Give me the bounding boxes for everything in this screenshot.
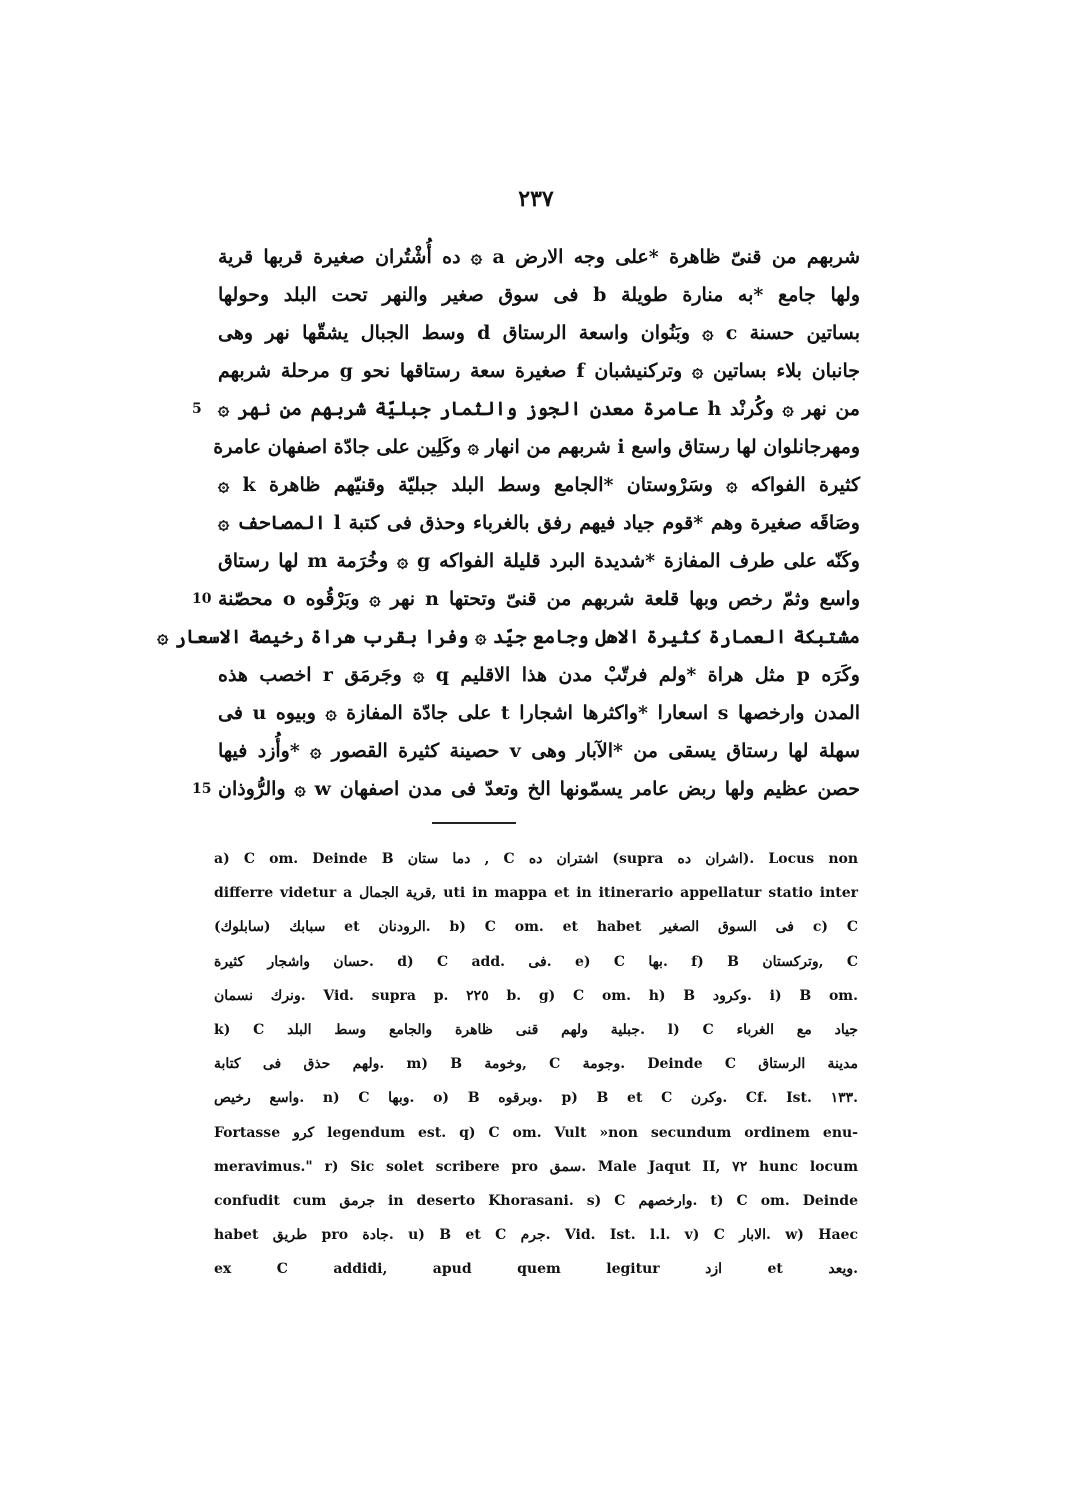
footnotes [214,842,858,1286]
text-line-content: وصَاقَه صغيرة وهم *قوم جياد فيهم رفق بالغرباء وحذق فى كتبة l المصاحف ۞ [218,512,860,534]
text-line [196,428,860,466]
text-line-content: جانبان بلاء بساتين ۞ وتركنيشبان f صغيرة سعة رستاقها نحو g مرحلة شربهم [218,360,860,382]
line-number: 15 [192,781,212,797]
line-number: 5 [192,401,202,417]
footnote-line: ونرك نسمان. Vid. supra p. ٢٢٥ b. g) C om. h) B وكرود. i) B om. [214,987,858,1004]
text-line [196,276,860,314]
footnote-line: حسان واشجار كثيرة. d) C add. فى. e) C بها. f) B وتركستان, C [214,953,859,970]
text-line-content: شربهم من قنىّ ظاهرة *على وجه الارض a ۞ ده أُشْتُران صغيرة قربها قرية [218,246,861,268]
text-line [196,542,860,580]
text-line-content: المدن وارخصها s اسعارا *واكثرها اشجارا t على جادّة المفازة ۞ وبيوه u فى [218,702,860,724]
text-line [196,656,860,694]
text-line-content: وكَرَه p مثل هراة *ولم فرتّبْ مدن هذا الاقليم q ۞ وجَرمَق r اخصب هذه [218,664,860,686]
text-line-content: ومهرجانلوان لها رستاق واسع i شربهم من انهار ۞ وكَلِين على جادّة اصفهان عامرة [213,436,860,458]
text-line [157,618,860,656]
text-line [192,770,861,808]
text-line [192,390,860,428]
footnote-line: واسع رخيص. n) C وبها. o) B وبرقوه. p) B et C وكرن. Cf. Ist. ١٣٣. [214,1090,859,1107]
text-line [196,314,860,352]
footnote-line: ولهم حذق فى كتابة. m) B وخومة, C وجومة. Deinde C مدينة الرستاق [214,1056,859,1073]
text-line [196,466,860,504]
text-line [196,732,860,770]
footnote-line: سبابك (سابلوك) et الرودنان. b) C om. et habet فى السوق الصغير c) C [214,919,858,936]
page-number: ٢٣٧ [518,186,554,212]
text-line-content: كثيرة الفواكه ۞ وسَرْوستان *الجامع وسط البلد جبليّة وقنيّهم ظاهرة k ۞ [218,474,860,496]
footnote-line: habet طريق pro جادة. u) B et C جرم. Vid. Ist. l.l. v) C الابار. w) Haec [214,1227,858,1244]
footnote-line: differre videtur a قرية الجمال, uti in mappa et in itinerario appellatur statio inter [214,885,858,902]
footnote-divider [432,822,516,824]
line-number: 10 [192,591,212,607]
footnote-line: Fortasse كرو legendum est. q) C om. Vult »non secundum ordinem enu- [214,1124,858,1141]
text-line-content: بساتين حسنة c ۞ وبَنُوان واسعة الرستاق d وسط الجبال يشقّها نهر وهى [218,322,861,344]
text-line-content: ولها جامع *به منارة طويلة b فى سوق صغير والنهر تحت البلد وحولها [218,284,860,306]
text-line [196,504,860,542]
footnote-line: meravimus." r) Sic solet scribere pro سمق. Male Jaqut II, ٧٢ hunc locum [214,1158,859,1175]
text-line [196,694,860,732]
footnote-line: k) C جبلية ولهم قنى ظاهرة والجامع وسط البلد. l) C جياد مع الغرباء [214,1021,858,1038]
text-line [196,238,860,276]
main-arabic-text [157,238,861,808]
footnote-line: ex C addidi, apud quem legitur ازد et ويعد. [214,1261,858,1278]
text-line-content: وكَنّه على طرف المفازة *شديدة البرد قليلة الفواكه g ۞ وخُرَمة m لها رستاق [218,550,860,572]
text-line-content: مشتبكة العمارة كثيرة الاهل وجامع جيّد ۞ وفرا بقرب هراة رخيصة الاسعار ۞ [157,626,860,648]
text-line-content: حصن عظيم ولها ربض عامر يسمّونها الخ وتعدّ فى مدن اصفهان w ۞ والرُّوذان [218,778,861,800]
text-line [192,580,861,618]
text-line-content: سهلة لها رستاق يسقى من *الآبار وهى v حصينة كثيرة القصور ۞ *وأُزد فيها [218,740,860,762]
footnote-line: confudit cum جرمق in deserto Khorasani. s) C وارخصهم. t) C om. Deinde [214,1192,858,1209]
text-line [196,352,860,390]
footnote-line: a) C om. Deinde B دما ستان , C اشتران ده (supra اشران ده). Locus non [214,851,859,867]
text-line-content: من نهر ۞ وكُرنْد h عامرة معدن الجوز والثمار جبليّة شربهم من نهر ۞ [218,398,860,420]
text-line-content: واسع وثمّ رخص وبها قلعة شربهم من قنىّ وتحتها n نهر ۞ وبَرْقُوه o محصّنة [218,588,861,610]
